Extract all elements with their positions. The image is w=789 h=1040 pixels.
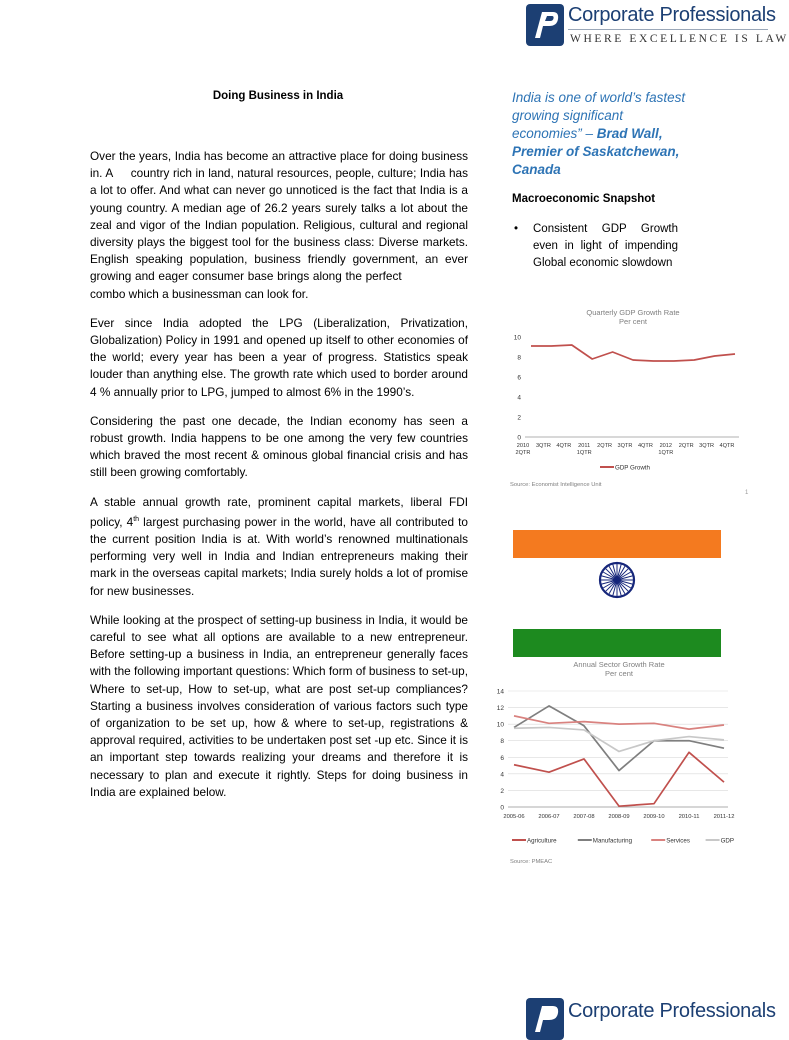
footer-logo	[526, 996, 776, 1024]
x-tick-label: 2008-09	[608, 814, 630, 820]
snapshot-heading: Macroeconomic Snapshot	[512, 193, 656, 205]
footer-logo-mark-icon	[526, 998, 564, 1040]
series-line-agriculture	[514, 752, 724, 806]
chart-title: Quarterly GDP Growth Rate	[586, 308, 680, 317]
x-tick-label-line2: 1QTR	[576, 450, 592, 456]
x-tick-label: 2011	[578, 443, 591, 449]
series-line-gdp	[514, 727, 724, 751]
logo-divider	[568, 29, 768, 30]
x-tick-label: 2010	[516, 443, 530, 449]
paragraph-growth-part2: largest purchasing power in the world, have all contributed to the current position India is at. With world’s renowned multinationals performing very well in India and Indian entrepreneurs making their mark in the overseas capital markets; India surely holds a lot of promise for new businesses.	[90, 514, 468, 598]
quarterly-gdp-chart	[500, 303, 750, 493]
x-tick-label: 4QTR	[719, 443, 735, 449]
chart-subtitle: Per cent	[605, 669, 633, 678]
legend-label: Manufacturing	[592, 837, 633, 845]
company-logo	[526, 2, 789, 52]
y-tick-label: 12	[496, 705, 504, 713]
page-mark: 1	[745, 490, 749, 496]
x-tick-label: 2007-08	[573, 814, 595, 820]
x-tick-label: 3QTR	[699, 443, 715, 449]
y-tick-label: 2	[500, 787, 504, 795]
chart-subtitle: Per cent	[619, 317, 647, 326]
x-tick-label: 2006-07	[538, 814, 560, 820]
y-tick-label: 8	[500, 738, 504, 746]
snapshot-bullet: Consistent GDP Growth even in light of impending Global economic slowdown	[533, 223, 678, 270]
series-line-manufacturing	[514, 706, 724, 771]
bullet-icon: •	[514, 223, 519, 235]
series-line-gdp growth	[531, 345, 735, 361]
x-tick-label: 2011-12	[713, 814, 735, 820]
x-tick-label: 4QTR	[637, 443, 653, 449]
x-tick-label: 2005-06	[503, 814, 525, 820]
y-tick-label: 6	[517, 374, 521, 382]
y-tick-label: 10	[496, 721, 504, 729]
y-tick-label: 0	[500, 804, 504, 812]
paragraph-growth	[90, 494, 468, 600]
superscript-th: th	[133, 515, 140, 523]
article-body	[90, 148, 468, 813]
x-tick-label: 2009-10	[643, 814, 665, 820]
legend-label: GDP Growth	[615, 464, 650, 472]
y-tick-label: 14	[496, 688, 504, 696]
y-tick-label: 0	[517, 434, 521, 442]
footer-logo-name: Corporate Professionals	[568, 1000, 776, 1022]
chart-source: Source: Economist Intelligence Unit	[510, 482, 602, 488]
legend-label: Agriculture	[527, 837, 557, 845]
logo-mark-icon	[526, 4, 564, 46]
paragraph-growth-part1: A stable annual growth rate, prominent capital markets, liberal FDI policy, 4	[90, 494, 468, 529]
india-flag	[513, 530, 721, 667]
paragraph-intro: Over the years, India has become an attractive place for doing business in. A country rich in land, natural resources, people, culture; India has a lot to offer. And what can never go unnoticed is the fact that India is a young country. A median age of 26.2 years surely talks a lot about the zeal and vigor of the Indian population. Religious, cultural and regional diversity plays the biggest tool for the business class: Diverse markets. English speaking population, business friendly government, an ever growing and eager consumer base brings along the perfect combo which a businessman can look for.	[90, 149, 468, 301]
y-tick-label: 8	[517, 354, 521, 362]
legend-label: GDP	[720, 837, 735, 845]
x-tick-label: 2012	[659, 443, 673, 449]
x-tick-label: 2QTR	[597, 443, 613, 449]
x-tick-label: 4QTR	[556, 443, 572, 449]
paragraph-lpg: Ever since India adopted the LPG (Liberalization, Privatization, Globalization) Policy in 1991 and opened up itself to other economies of the world; every year has been a year of progress. Statistics speak louder than anything else. The growth rate which used to border around 4 % annually prior to LPG, jumped to almost 6% in the 1990’s.	[90, 315, 468, 399]
quote-author: Brad Wall, Premier of Saskatchewan, Canada	[512, 126, 680, 177]
article-title: Doing Business in India	[212, 90, 344, 102]
x-tick-label: 2QTR	[678, 443, 694, 449]
y-tick-label: 2	[517, 414, 521, 422]
y-tick-label: 10	[513, 334, 521, 342]
paragraph-decade: Considering the past one decade, the Indian economy has seen a robust growth. India happens to be one among the very few countries which braved the most recent & ominous global financial crisis and has still been growing comfortably.	[90, 413, 468, 480]
x-tick-label-line2: 1QTR	[658, 450, 674, 456]
logo-name: Corporate Professionals	[568, 4, 776, 26]
legend-label: Services	[666, 837, 690, 845]
x-tick-label: 3QTR	[535, 443, 551, 449]
y-tick-label: 6	[500, 754, 504, 762]
x-tick-label: 2010-11	[678, 814, 700, 820]
flag-saffron-band	[513, 530, 721, 558]
ashoka-chakra-icon	[597, 560, 637, 600]
x-tick-label: 3QTR	[617, 443, 633, 449]
quote-text: India is one of world’s fastest growing significant economies” –	[512, 90, 686, 141]
paragraph-setup: While looking at the prospect of setting-up business in India, it would be careful to see what all options are available to a new entrepreneur. Before setting-up a business in India, an entrepreneur generally faces with the following important questions: Which form of business to set-up, Where to set-up, How to set-up, what are post set-up compliances? Starting a business involves consideration of various factors such type of organization to be set up, how & where to set-up, registrations & approval required, activities to be undertaken post set -up etc. Since it is an important step towards realizing your dreams and therefore it is necessary to plan and execute it rightly. Steps for doing business in India are explained below.	[90, 612, 468, 799]
chart-source: Source: PMEAC	[510, 859, 553, 865]
x-tick-label-line2: 2QTR	[515, 450, 531, 456]
chart-title: Annual Sector Growth Rate	[573, 660, 665, 669]
pull-quote	[512, 89, 692, 179]
annual-sector-growth-chart	[498, 652, 738, 870]
y-tick-label: 4	[517, 394, 521, 402]
logo-tagline: WHERE EXCELLENCE IS LAW	[570, 33, 789, 45]
y-tick-label: 4	[500, 771, 504, 779]
